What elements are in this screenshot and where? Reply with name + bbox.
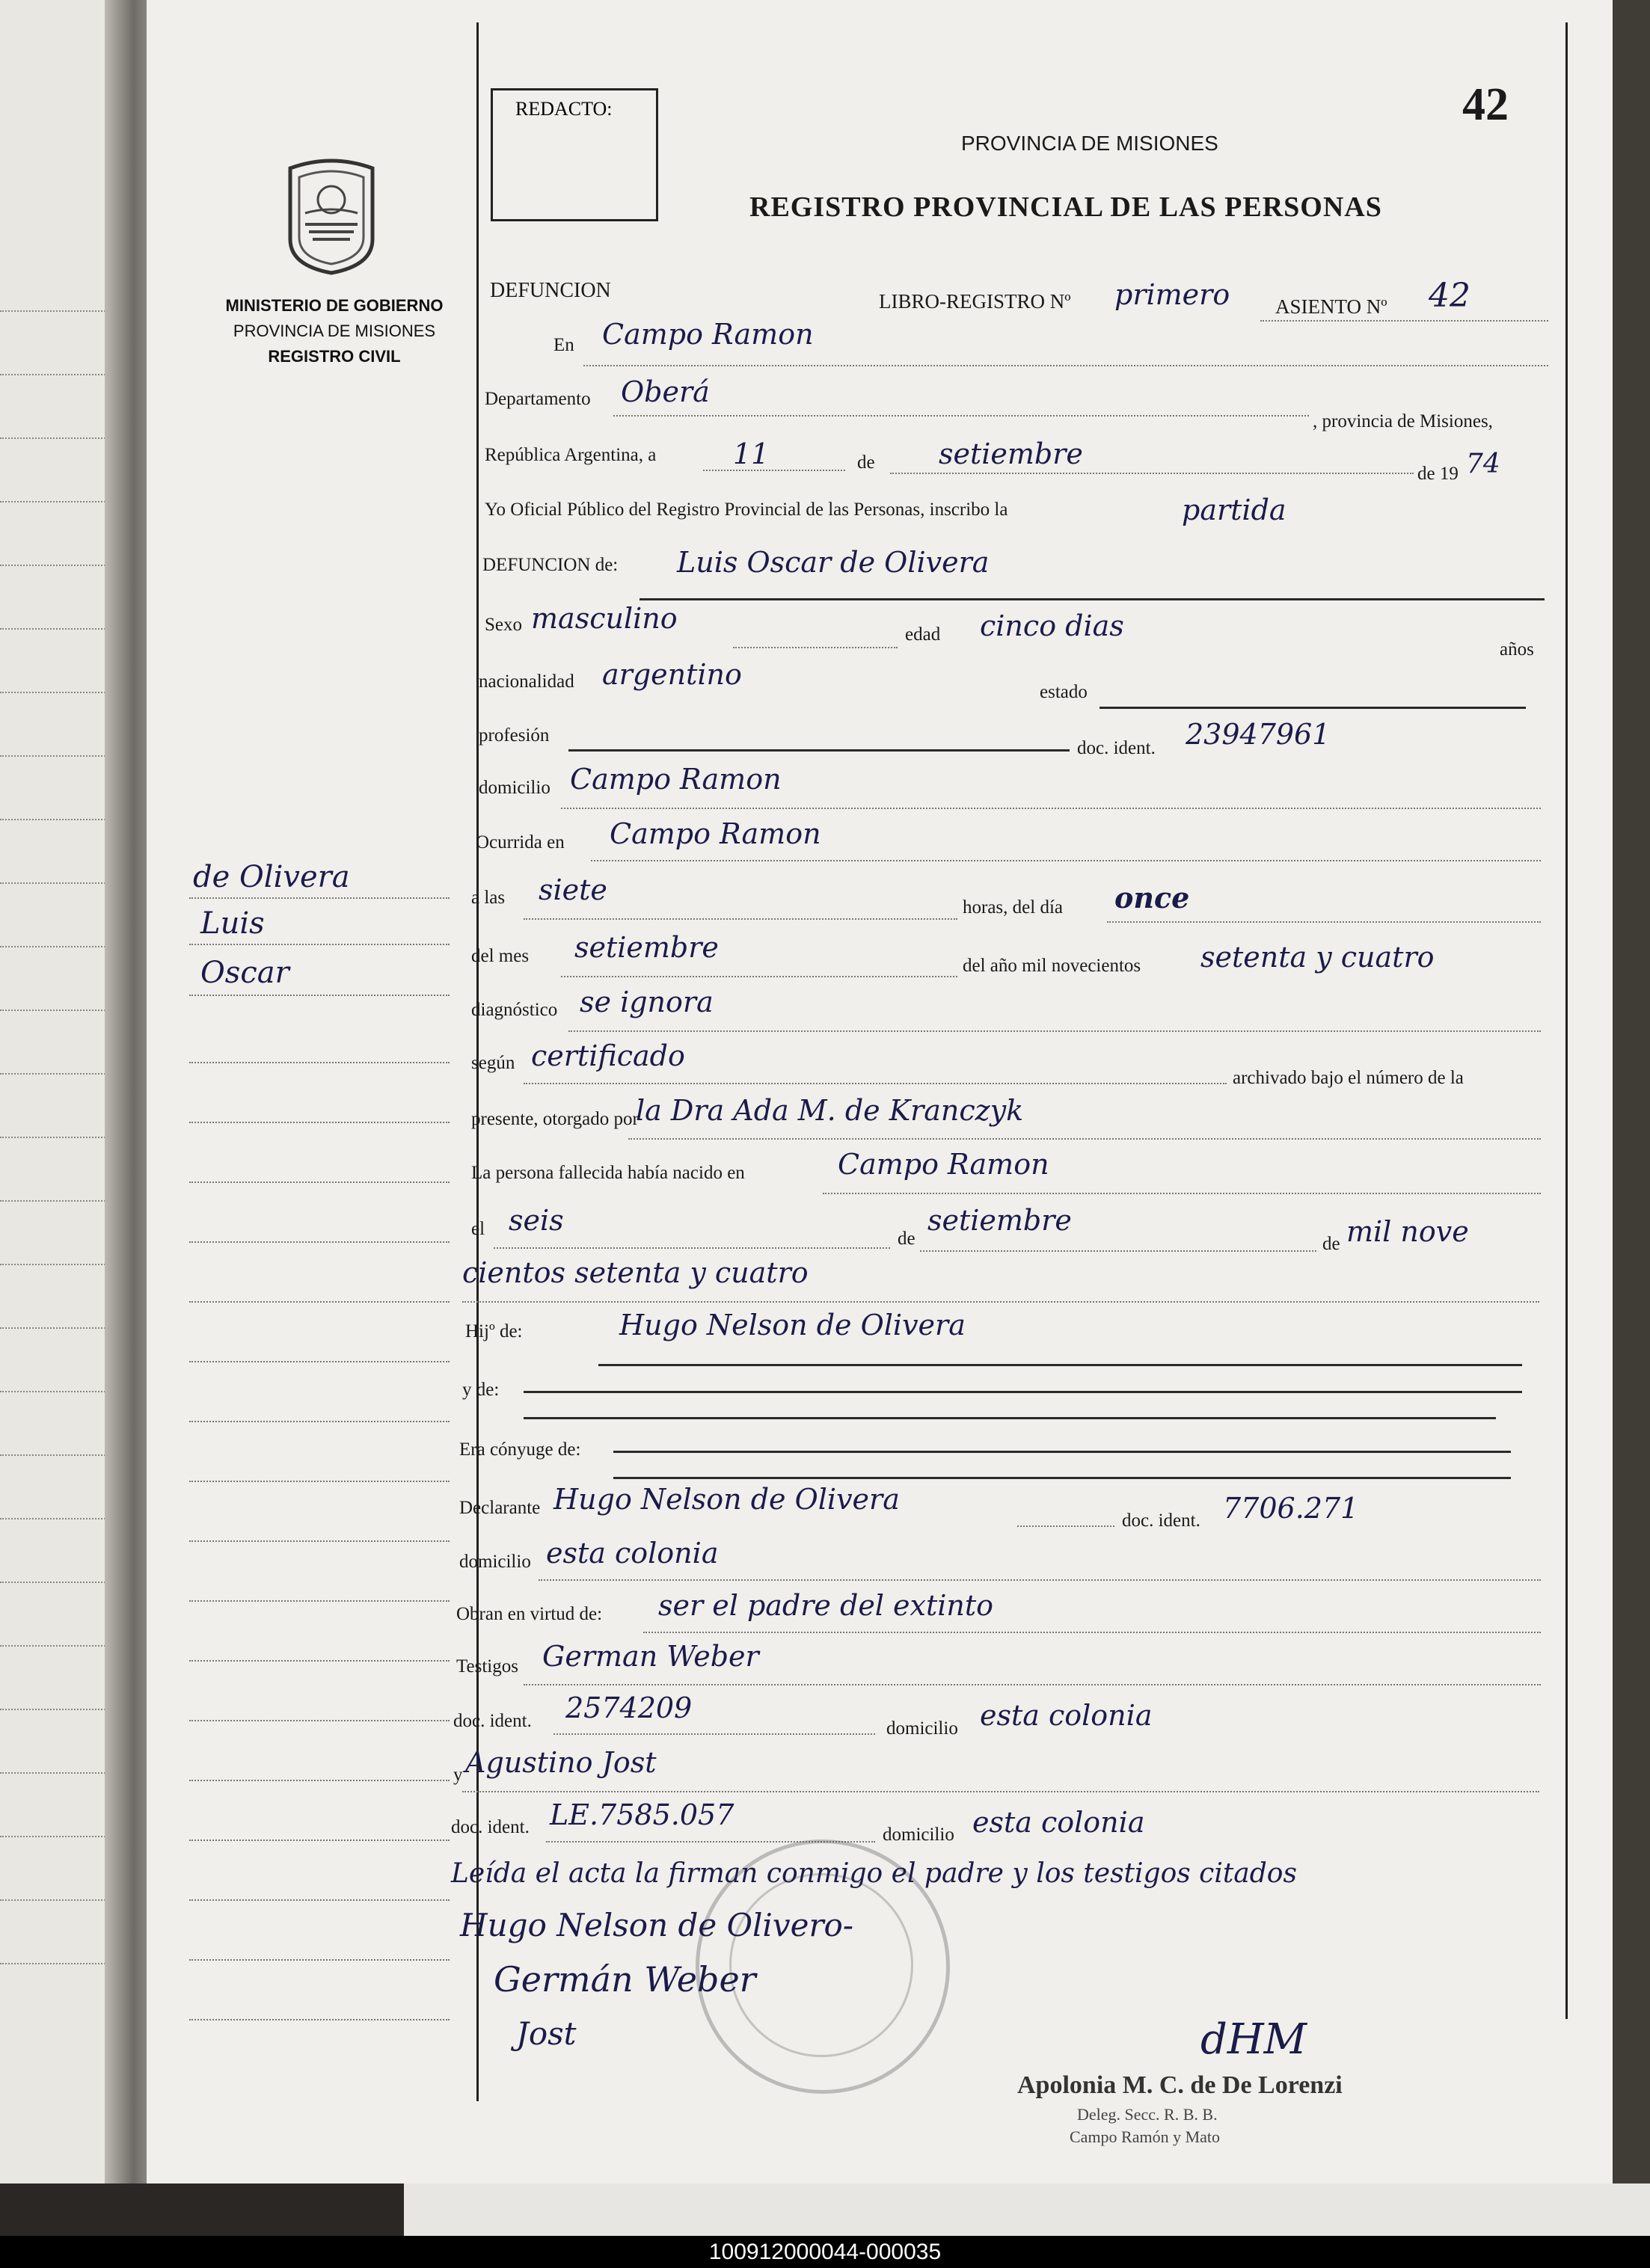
archivado-label: archivado bajo el número de la xyxy=(1233,1068,1464,1088)
page-edge xyxy=(1613,0,1650,2184)
rule xyxy=(524,918,957,920)
margin-rule xyxy=(189,1720,450,1721)
margin-rule xyxy=(189,1241,450,1243)
margin-rule xyxy=(189,1301,450,1303)
de2-value: setiembre xyxy=(927,1204,1072,1237)
anios-label: años xyxy=(1500,639,1534,660)
margin-rule xyxy=(189,1600,450,1602)
margin-rule xyxy=(189,2019,450,2020)
rule xyxy=(553,1733,875,1735)
province-heading: PROVINCIA DE MISIONES xyxy=(961,132,1218,155)
doc-label: doc. ident. xyxy=(1077,738,1156,758)
right-margin-rule xyxy=(1565,22,1568,2019)
anio-label: de 19 xyxy=(1417,464,1459,484)
nacionalidad-label: nacionalidad xyxy=(479,672,574,692)
rule xyxy=(613,415,1309,417)
testigo2-value: Agustino Jost xyxy=(465,1746,657,1779)
del-mes-value: setiembre xyxy=(574,931,719,964)
page-number: 42 xyxy=(1462,79,1509,130)
margin-note-line-2: Luis xyxy=(200,906,265,941)
margin-rule xyxy=(189,995,450,996)
ocurrida-value: Campo Ramon xyxy=(610,817,821,850)
rule xyxy=(1260,320,1548,322)
margin-note-line-1: de Olivera xyxy=(193,860,350,894)
margin-rule xyxy=(189,944,450,945)
rule xyxy=(561,976,957,977)
margin-rule xyxy=(189,1540,450,1542)
doc2-label: doc. ident. xyxy=(1122,1511,1200,1531)
domicilio2-value: esta colonia xyxy=(546,1537,719,1570)
oficial-text: Yo Oficial Público del Registro Provincial de las Personas, inscribo la xyxy=(485,500,1008,520)
y-label: y xyxy=(453,1765,463,1785)
rule xyxy=(568,749,1070,752)
rule xyxy=(640,598,1545,600)
libro-value: primero xyxy=(1114,278,1230,311)
declarante-label: Declarante xyxy=(459,1498,541,1518)
official-title-1: Deleg. Secc. R. B. B. xyxy=(1077,2105,1218,2124)
domicilio2-label: domicilio xyxy=(459,1552,531,1572)
margin-rule xyxy=(189,1122,450,1123)
mes-value: setiembre xyxy=(939,437,1083,470)
asiento-value: 42 xyxy=(1429,277,1470,315)
segun-label: según xyxy=(471,1053,515,1073)
margin-rule xyxy=(189,1361,450,1362)
presente-value: la Dra Ada M. de Kranczyk xyxy=(636,1094,1024,1127)
doc4-value: LE.7585.057 xyxy=(550,1798,734,1831)
rule xyxy=(568,1030,1541,1032)
sexo-label: Sexo xyxy=(485,615,522,635)
declarant-signature: Hugo Nelson de Olivero- xyxy=(460,1907,854,1943)
domicilio-value: Campo Ramon xyxy=(570,763,782,796)
ocurrida-label: Ocurrida en xyxy=(476,832,565,852)
doc-value: 23947961 xyxy=(1186,718,1331,751)
sexo-value: masculino xyxy=(531,602,678,635)
defuncion-de-label: DEFUNCION de: xyxy=(482,555,619,575)
margin-rule xyxy=(189,1481,450,1482)
rule xyxy=(539,1579,1541,1581)
el-label: el xyxy=(471,1219,485,1239)
profesion-label: profesión xyxy=(479,725,550,746)
anio-value: 74 xyxy=(1466,449,1500,479)
redacto-box xyxy=(491,88,658,221)
diagnostico-value: se ignora xyxy=(580,986,714,1018)
margin-rule xyxy=(189,1840,450,1841)
estado-label: estado xyxy=(1040,682,1088,702)
domicilio3-value: esta colonia xyxy=(980,1699,1153,1732)
del-anio-value: setenta y cuatro xyxy=(1200,941,1435,974)
margin-rule xyxy=(189,1780,450,1781)
margin-note-line-3: Oscar xyxy=(200,956,289,990)
del-mes-label: del mes xyxy=(471,946,530,966)
de3-value: mil nove xyxy=(1346,1215,1469,1248)
rule xyxy=(643,1632,1541,1633)
horas-label: horas, del día xyxy=(963,897,1063,918)
edad-value: cinco dias xyxy=(980,609,1124,642)
official-stamp-inner xyxy=(729,1873,913,2057)
asiento-label: ASIENTO Nº xyxy=(1275,295,1387,318)
rule xyxy=(920,1250,1316,1252)
rule xyxy=(462,1791,1539,1792)
defuncion-heading: DEFUNCION xyxy=(490,279,611,302)
republica-label: República Argentina, a xyxy=(485,445,657,465)
nacido-value: Campo Ramon xyxy=(838,1148,1049,1181)
doc3-value: 2574209 xyxy=(565,1691,693,1724)
testigos-label: Testigos xyxy=(456,1656,518,1677)
dia-value: 11 xyxy=(733,437,770,470)
doc4-label: doc. ident. xyxy=(451,1817,530,1837)
page-title: REGISTRO PROVINCIAL DE LAS PERSONAS xyxy=(749,191,1382,223)
official-name-stamp: Apolonia M. C. de De Lorenzi xyxy=(1017,2071,1343,2099)
rule xyxy=(733,647,898,648)
y-de-label: y de: xyxy=(462,1380,500,1400)
obran-label: Obran en virtud de: xyxy=(456,1604,603,1624)
provincia-suffix: , provincia de Misiones, xyxy=(1313,411,1493,431)
ministry-line-2: PROVINCIA DE MISIONES xyxy=(233,322,436,340)
rule xyxy=(1107,921,1541,923)
rule xyxy=(703,470,845,471)
departamento-label: Departamento xyxy=(485,389,591,409)
horas-value: once xyxy=(1114,881,1190,915)
hijo-label: Hijº de: xyxy=(465,1321,523,1342)
official-title-2: Campo Ramón y Mato xyxy=(1070,2127,1221,2146)
rule xyxy=(524,1417,1496,1419)
rule xyxy=(524,1684,1541,1685)
de-label: de xyxy=(857,452,875,473)
rule xyxy=(583,365,1548,366)
doc2-value: 7706.271 xyxy=(1223,1492,1359,1525)
domicilio4-label: domicilio xyxy=(883,1825,954,1845)
departamento-value: Oberá xyxy=(621,375,710,408)
ministry-block xyxy=(211,293,458,369)
rule xyxy=(890,473,1414,474)
margin-rule xyxy=(189,1660,450,1662)
rule xyxy=(628,1138,1541,1140)
margin-rule xyxy=(189,1062,450,1063)
redacto-label: REDACTO: xyxy=(515,98,613,120)
ministry-line-1: MINISTERIO DE GOBIERNO xyxy=(225,296,444,315)
del-anio-label: del año mil novecientos xyxy=(963,956,1141,976)
domicilio4-value: esta colonia xyxy=(972,1806,1145,1839)
margin-rule xyxy=(189,1899,450,1901)
nacido-label: La persona fallecida había nacido en xyxy=(471,1163,745,1183)
rule xyxy=(598,1364,1522,1366)
el-value: seis xyxy=(509,1204,564,1237)
presente-label: presente, otorgado por xyxy=(471,1109,639,1129)
birth-year-continuation: cientos setenta y cuatro xyxy=(462,1256,809,1289)
testigos-value: German Weber xyxy=(542,1640,759,1673)
rule xyxy=(524,1083,1227,1084)
rule xyxy=(823,1193,1541,1194)
margin-rule xyxy=(189,1181,450,1183)
segun-value: certificado xyxy=(531,1039,685,1072)
declarante-value: Hugo Nelson de Olivera xyxy=(553,1483,900,1516)
doc3-label: doc. ident. xyxy=(453,1711,532,1731)
ministry-line-3: REGISTRO CIVIL xyxy=(268,347,401,366)
nacionalidad-value: argentino xyxy=(602,658,742,691)
diagnostico-label: diagnóstico xyxy=(471,1000,558,1020)
rule xyxy=(494,1247,890,1249)
en-label: En xyxy=(553,335,574,355)
domicilio-label: domicilio xyxy=(479,778,550,798)
rule xyxy=(524,1391,1522,1393)
witness2-signature: Jost xyxy=(516,2015,577,2052)
a-las-label: a las xyxy=(471,888,506,908)
edad-label: edad xyxy=(905,624,941,645)
rule xyxy=(462,1301,1539,1303)
official-signature: dHM xyxy=(1200,2015,1307,2064)
conyuge-label: Era cónyuge de: xyxy=(459,1439,581,1460)
hijo-value: Hugo Nelson de Olivera xyxy=(619,1309,966,1342)
obran-value: ser el padre del extinto xyxy=(658,1589,994,1622)
margin-rule xyxy=(189,1421,450,1422)
de2-label: de xyxy=(898,1229,916,1249)
rule xyxy=(1100,707,1526,709)
partida-value: partida xyxy=(1182,494,1286,526)
image-caption: 100912000044-000035 xyxy=(0,2236,1650,2268)
rule xyxy=(561,808,1541,809)
witness1-signature: Germán Weber xyxy=(494,1959,756,2000)
rule xyxy=(613,1477,1511,1479)
defuncion-de-value: Luis Oscar de Olivera xyxy=(677,546,990,579)
margin-rule xyxy=(189,1959,450,1961)
closing-statement: Leída el acta la firman conmigo el padre y los testigos citados xyxy=(451,1858,1297,1889)
de3-label: de xyxy=(1322,1234,1340,1254)
domicilio3-label: domicilio xyxy=(886,1718,958,1739)
libro-label: LIBRO-REGISTRO Nº xyxy=(879,290,1071,313)
rule xyxy=(591,860,1541,861)
rule xyxy=(1017,1525,1114,1527)
en-value: Campo Ramon xyxy=(602,318,814,351)
bottom-shadow xyxy=(0,2184,404,2236)
provincial-seal xyxy=(283,153,380,277)
rule xyxy=(613,1451,1511,1453)
a-las-value: siete xyxy=(539,873,607,906)
margin-rule xyxy=(189,897,450,899)
